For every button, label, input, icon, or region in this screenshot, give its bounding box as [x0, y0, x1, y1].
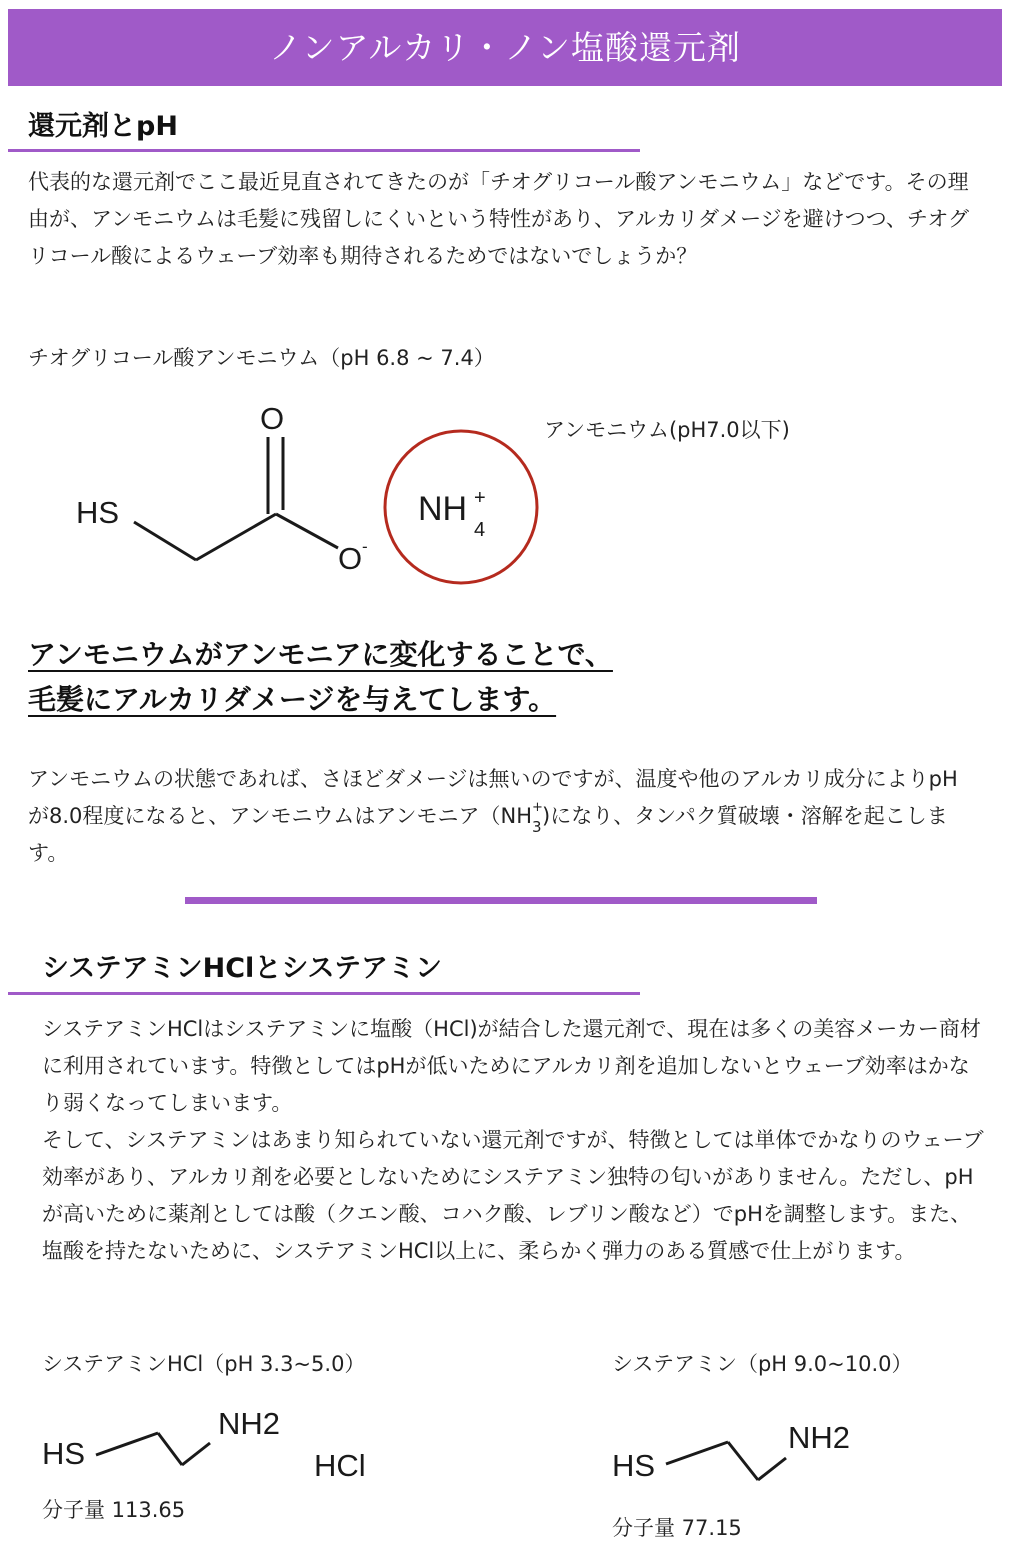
emphasis-line-2: 毛髪にアルカリダメージを与えてします。 [28, 683, 557, 716]
ammonium-thioglycolate-structure [0, 380, 600, 610]
cysteamine-label: システアミン（pH 9.0~10.0） [612, 1352, 913, 1376]
cysteamine-paragraph: そして、システアミンはあまり知られていない還元剤ですが、特徴としては単体でかなりのウェーブ効率があり、アルカリ剤を必要としないためにシステアミン独特の匂いがありません。ただし、pHが高いために薬剤としては酸（クエン酸、コハク酸、レブリン酸など）でpHを調整します。また、塩酸を持たないために、システアミンHCl以上に、柔らかく弾力のある質感で仕上がります。 [42, 1128, 984, 1263]
section-heading-reductant-ph: 還元剤とpH [28, 111, 178, 142]
minus-charge: - [362, 537, 368, 556]
oxygen-minus: O [338, 541, 363, 576]
ammonia-paragraph-part2: )になり、タンパク質破壊・溶解を起こします。 [28, 804, 948, 865]
cysteamine-bonds [666, 1442, 786, 1480]
emphasis-line-1: アンモニウムがアンモニアに変化することで、 [28, 638, 613, 671]
cysteamine-hcl-molecular-weight: 分子量 113.65 [42, 1498, 186, 1522]
nh3-plus: + [532, 800, 543, 815]
intro-paragraph: 代表的な還元剤でここ最近見直されてきたのが「チオグリコール酸アンモニウム」などです。その理由が、アンモニウムは毛髪に残留しにくいという特性があり、アルカリダメージを避けつつ、チオグリコール酸によるウェーブ効率も期待されるためではないでしょうか？ [28, 170, 970, 268]
subscript-four: 4 [474, 519, 486, 541]
ammonia-paragraph [28, 761, 976, 872]
cysteamine-hcl-structure [30, 1395, 430, 1490]
structure-bonds [134, 437, 338, 560]
cysteamine-hcl-nh2: NH2 [218, 1406, 281, 1441]
nh-text: NH [418, 490, 468, 528]
cysteamine-hcl-bonds [96, 1433, 210, 1465]
cysteamine-hcl-hs: HS [42, 1436, 86, 1471]
ammonium-note: アンモニウム(pH7.0以下) [544, 418, 790, 442]
ammonia-paragraph-part1: アンモニウムの状態であれば、さほどダメージは無いのですが、温度や他のアルカリ成分によりpHが8.0程度になると、アンモニウムはアンモニア（NH [28, 767, 958, 828]
cysteamine-hcl-paragraph: システアミンHClはシステアミンに塩酸（HCl)が結合した還元剤で、現在は多くの美容メーカー商材に利用されています。特徴としてはpHが低いためにアルカリ剤を追加しないとウェーブ効率はかなり弱くなってしまいます。 [42, 1017, 981, 1115]
heading-underline-2 [8, 992, 640, 995]
page-banner-title: ノンアルカリ・ノン塩酸還元剤 [8, 9, 1002, 86]
cysteamine-hs: HS [612, 1448, 656, 1483]
hs-group: HS [76, 495, 120, 530]
nh3-subscript: 3 [532, 818, 542, 836]
cysteamine-hcl-label: システアミンHCl（pH 3.3~5.0） [42, 1352, 366, 1376]
cysteamine-structure [600, 1410, 900, 1500]
oxygen-top: O [260, 401, 285, 436]
cysteamine-molecular-weight: 分子量 77.15 [612, 1516, 742, 1540]
cysteamine-nh2: NH2 [788, 1420, 851, 1455]
heading-underline [8, 149, 640, 152]
hcl-text: HCl [314, 1448, 366, 1483]
section-divider [185, 897, 817, 904]
compound-label-ammonium-thioglycolate: チオグリコール酸アンモニウム（pH 6.8 ~ 7.4） [28, 346, 495, 370]
plus-charge: + [474, 487, 486, 509]
section-heading-cysteamine: システアミンHClとシステアミン [42, 953, 442, 984]
